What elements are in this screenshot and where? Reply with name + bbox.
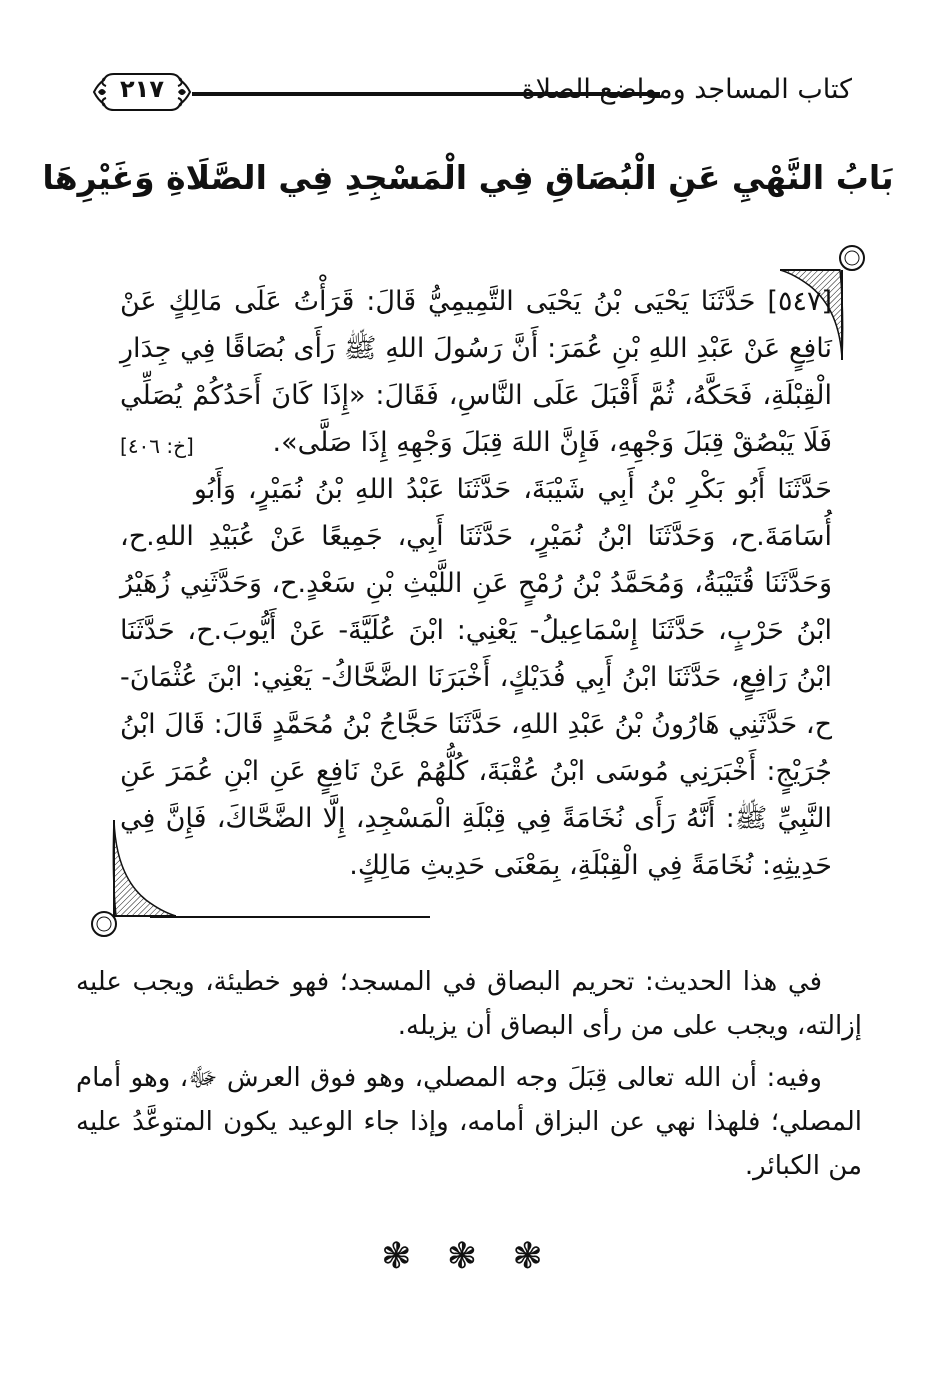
hadith-bottom-rule [150, 916, 430, 918]
hadith-text-1: [٥٤٧] حَدَّثَنَا يَحْيَى بْنُ يَحْيَى التَّمِيمِيُّ قَالَ: قَرَأْتُ عَلَى مَالِكٍ عَنْ نَافِعٍ عَنْ عَبْدِ اللهِ بْنِ عُمَرَ: أَنَّ رَسُولَ اللهِ ﷺ رَأَى بُصَاقًا فِي جِدَارِ الْقِبْلَةِ، فَحَكَّهُ، ثُمَّ أَقْبَلَ عَلَى النَّاسِ، فَقَالَ: «إِذَا كَانَ أَحَدُكُمْ يُصَلِّي فَلَا يَبْصُقْ قِبَلَ وَجْهِهِ، فَإِنَّ اللهَ قِبَلَ وَجْهِهِ إِذَا صَلَّى». [120, 286, 832, 458]
running-title: كتاب المساجد ومواضع الصلاة [521, 74, 852, 105]
section-end-ornament: ❃ ❃ ❃ [381, 1236, 555, 1277]
hadith-text-block [120, 278, 832, 889]
page-number: ٢١٧ [120, 75, 164, 103]
bukhari-reference: [خ: ٤٠٦] [120, 434, 194, 458]
hadith-paragraph-2: حَدَّثَنَا أَبُو بَكْرِ بْنُ أَبِي شَيْبَةَ، حَدَّثَنَا عَبْدُ اللهِ بْنُ نُمَيْرٍ، وَأَبُو أُسَامَةَ.ح، وَحَدَّثَنَا ابْنُ نُمَيْرٍ، حَدَّثَنَا أَبِي، جَمِيعًا عَنْ عُبَيْدِ اللهِ.ح، وَحَدَّثَنَا قُتَيْبَةُ، وَمُحَمَّدُ بْنُ رُمْحٍ عَنِ اللَّيْثِ بْنِ سَعْدٍ.ح، وَحَدَّثَنِي زُهَيْرُ ابْنُ حَرْبٍ، حَدَّثَنَا إِسْمَاعِيلُ- يَعْنِي: ابْنَ عُلَيَّةَ- عَنْ أَيُّوبَ.ح، حَدَّثَنَا ابْنُ رَافِعٍ، حَدَّثَنَا ابْنُ أَبِي فُدَيْكٍ، أَخْبَرَنَا الضَّحَّاكُ- يَعْنِي: ابْنَ عُثْمَانَ- ح، حَدَّثَنِي هَارُونُ بْنُ عَبْدِ اللهِ، حَدَّثَنَا حَجَّاجُ بْنُ مُحَمَّدٍ قَالَ: قَالَ ابْنُ جُرَيْجٍ: أَخْبَرَنِي مُوسَى ابْنُ عُقْبَةَ، كُلُّهُمْ عَنْ نَافِعٍ عَنِ ابْنِ عُمَرَ عَنِ النَّبِيِّ ﷺ: أَنَّهُ رَأَى نُخَامَةً فِي قِبْلَةِ الْمَسْجِدِ، إِلَّا الضَّحَّاكَ، فَإِنَّ فِي حَدِيثِهِ: نُخَامَةً فِي الْقِبْلَةِ، بِمَعْنَى حَدِيثِ مَالِكٍ. [120, 474, 832, 881]
commentary-paragraph-2: وفيه: أن الله تعالى قِبَلَ وجه المصلي، وهو فوق العرش ﷻ، وهو أمام المصلي؛ فلهذا نهي عن البزاق أمامه، وإذا جاء الوعيد يكون المتوعَّدُ عليه من الكبائر. [76, 1063, 862, 1181]
page-header [92, 70, 852, 130]
page-number-badge [92, 70, 192, 114]
commentary-block [76, 960, 862, 1196]
commentary-paragraph-1: في هذا الحديث: تحريم البصاق في المسجد؛ فهو خطيئة، ويجب عليه إزالته، ويجب على من رأى البصاق أن يزيله. [76, 967, 862, 1041]
chapter-title: بَابُ النَّهْيِ عَنِ الْبُصَاقِ فِي الْمَسْجِدِ فِي الصَّلَاةِ وَغَيْرِهَا [42, 158, 894, 197]
corner-ornament-bottom-left [86, 820, 176, 940]
header-rule [192, 92, 660, 96]
hadith-paragraph-1 [120, 278, 832, 466]
